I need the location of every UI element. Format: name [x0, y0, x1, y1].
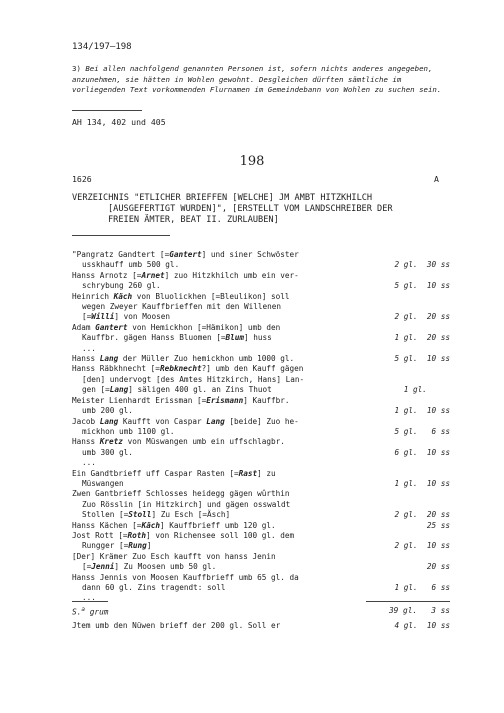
- entry-row: [72, 458, 450, 468]
- title-rule: [72, 235, 170, 236]
- entry-line: Jacob Lang Kaufft von Caspar Lang [beide] Zuo he-: [72, 416, 299, 426]
- entry-amount: 1 gl. 10 ss: [394, 478, 450, 488]
- document-year: 1626: [72, 174, 92, 184]
- entry-amount: 5 gl. 10 ss: [394, 281, 450, 291]
- entry-line: [=Willi] von Moosen: [82, 312, 170, 322]
- footnote-text: Bei allen nachfolgend genannten Personen ist, sofern nichts anderes angegeben, anzunehmen, sie hätten in Wohlen gewohnt. Desgleichen dürften sämtliche im vorliegenden Text vorkommenden Flurnamen im Gemeindebann von Wohlen zu suchen sein.: [72, 64, 442, 95]
- entry-line: umb 300 gl.: [82, 447, 133, 457]
- footnote-rule: [72, 110, 142, 111]
- entry-line: Hanss Kächen [=Käch] Kauffbrieff umb 120 gl.: [72, 520, 276, 530]
- entry-line: Hanss Jennis von Moosen Kauffbrieff umb 65 gl. da: [72, 572, 299, 582]
- entry-amount: 5 gl. 10 ss: [394, 354, 450, 364]
- entry-text: [72, 489, 380, 520]
- entry-amount: 1 gl. 10 ss: [394, 406, 450, 416]
- entry-text: [72, 469, 380, 490]
- entry-list: [72, 250, 450, 604]
- entry-text: [72, 271, 380, 292]
- entry-line: Ein Gandtbrieff uff Caspar Rasten [=Rast] zu: [72, 468, 276, 478]
- entry-text: [72, 531, 380, 552]
- entry-row: [72, 344, 450, 354]
- entry-amount: 1 gl. 20 ss: [394, 333, 450, 343]
- entry-line: Hanss Lang der Müller Zuo hemickhon umb 1000 gl.: [72, 354, 295, 364]
- last-entry: [72, 621, 450, 630]
- entry-row: [72, 271, 450, 292]
- title-line-2: [AUSGEFERTIGT WURDEN]", [ERSTELLT VOM LANDSCHREIBER DER: [108, 204, 393, 215]
- entry-text: [72, 250, 380, 271]
- entry-row: [72, 396, 450, 417]
- entry-amount: 6 gl. 10 ss: [394, 447, 450, 457]
- entry-row: [72, 552, 450, 573]
- entry-amount: 25 ss: [426, 520, 450, 530]
- entry-row: [72, 531, 450, 552]
- entry-amount: 1 gl.: [403, 385, 450, 395]
- entry-row: [72, 292, 450, 323]
- page-number: 198: [239, 154, 265, 169]
- entry-row: [72, 364, 450, 395]
- entry-line: umb 200 gl.: [82, 406, 133, 416]
- entry-line: Hanss Kretz von Müswangen umb ein uffschlagbr.: [72, 437, 285, 447]
- entry-line: Stollen [=Stoll] Zu Esch [=Äsch]: [82, 510, 231, 520]
- document-title: [72, 193, 450, 227]
- document-letter: A: [434, 174, 439, 184]
- title-line-1: VERZEICHNIS "ETLICHER BRIEFFEN [WELCHE] JM AMBT HITZKHILCH: [72, 193, 373, 203]
- entry-row: [72, 323, 450, 344]
- entry-amount: 2 gl. 10 ss: [394, 541, 450, 551]
- entry-row: [72, 417, 450, 438]
- sum-rule-left: [72, 601, 108, 602]
- entry-line: ...: [82, 458, 96, 468]
- entry-amount: 2 gl. 20 ss: [394, 510, 450, 520]
- entry-row: [72, 250, 450, 271]
- sum-amount: 39 gl. 3 ss: [388, 606, 450, 615]
- entry-line: Rungger [=Rung]: [82, 541, 152, 551]
- sum-row: [72, 606, 450, 617]
- entry-line: ...: [82, 593, 96, 603]
- entry-line: gen [=Lang] säligen 400 gl. an Zins Thuot: [82, 385, 272, 395]
- entry-row: [72, 521, 450, 531]
- last-entry-amount: 4 gl. 10 ss: [394, 621, 450, 630]
- entry-text: [72, 552, 380, 573]
- entry-row: [72, 489, 450, 520]
- entry-row: [72, 437, 450, 458]
- entry-amount: 2 gl. 30 ss: [394, 260, 450, 270]
- entry-line: mickhon umb 1100 gl.: [82, 426, 175, 436]
- page-header-ref: 134/197–198: [72, 42, 132, 52]
- entry-line: usskhauff umb 500 gl.: [82, 260, 180, 270]
- footnote-number: 3): [72, 64, 81, 73]
- entry-amount: 1 gl. 6 ss: [394, 583, 450, 592]
- entry-amount: 5 gl. 6 ss: [394, 426, 450, 436]
- entry-line: ...: [82, 343, 96, 353]
- entry-text: [72, 354, 380, 364]
- entry-text: [72, 417, 380, 438]
- entry-text: [72, 521, 380, 531]
- sum-label: S.$^a$ grum: [72, 606, 109, 617]
- entry-line: [=Jenni] Zu Moosen umb 50 gl.: [82, 562, 217, 572]
- entry-line: wegen Zweyer Kauffbrieffen mit den Willenen: [82, 302, 282, 312]
- entry-line: Hanss Räbkhnecht [=Rebknecht?] umb den Kauff gägen: [72, 364, 304, 374]
- sum-rule-right: [366, 601, 450, 602]
- entry-line: dann 60 gl. Zins tragendt: soll: [82, 583, 226, 592]
- entry-text: [72, 292, 380, 323]
- entry-line: Kauffbr. gägen Hanss Bluomen [=Blum] huss: [82, 333, 272, 343]
- entry-row: [72, 573, 450, 594]
- last-entry-text: Jtem umb den Nüwen brieff der 200 gl. Soll er: [72, 621, 281, 630]
- ah-reference: AH 134, 402 und 405: [72, 117, 166, 127]
- entry-line: "Pangratz Gandtert [=Gantert] und siner Schwöster: [72, 250, 299, 259]
- entry-line: Heinrich Käch von Bluolickhen [=Bleulikon] soll: [72, 291, 290, 301]
- entry-line: Adam Gantert von Hemickhon [=Hämikon] umb den: [72, 322, 281, 332]
- entry-row: [72, 469, 450, 490]
- entry-line: Müswangen: [82, 478, 124, 488]
- entry-amount: 20 ss: [426, 562, 450, 572]
- title-line-3: FREIEN ÄMTER, BEAT II. ZURLAUBEN]: [108, 215, 279, 226]
- entry-text: [72, 437, 380, 458]
- entry-text: [72, 323, 380, 344]
- footnote: [72, 64, 450, 96]
- entry-line: Hanss Arnotz [=Arnet] zuo Hitzkhilch umb ein ver-: [72, 270, 299, 280]
- entry-text: [72, 364, 380, 395]
- entry-text: [72, 573, 380, 594]
- entry-line: Jost Rott [=Roth] von Richensee soll 100 gl. dem: [72, 530, 295, 540]
- entry-line: Meister Lienhardt Erissman [=Erismann] Kauffbr.: [72, 395, 290, 405]
- entry-amount: 2 gl. 20 ss: [394, 312, 450, 322]
- entry-row: [72, 593, 450, 603]
- entry-text: [72, 593, 380, 603]
- entry-line: schrybung 260 gl.: [82, 281, 161, 291]
- entry-line: Zuo Rösslin [in Hitzkirch] und gägen osswaldt: [82, 499, 291, 509]
- entry-row: [72, 354, 450, 364]
- entry-text: [72, 344, 380, 354]
- entry-line: Zwen Gantbrieff Schlosses heidegg gägen wûrthin: [72, 489, 290, 499]
- entry-text: [72, 396, 380, 417]
- entry-line: [Der] Krämer Zuo Esch kaufft von hanss Jenin: [72, 551, 276, 561]
- entry-text: [72, 458, 380, 468]
- entry-line: [den] undervogt [des Amtes Hitzkirch, Hans] Lan-: [82, 374, 305, 384]
